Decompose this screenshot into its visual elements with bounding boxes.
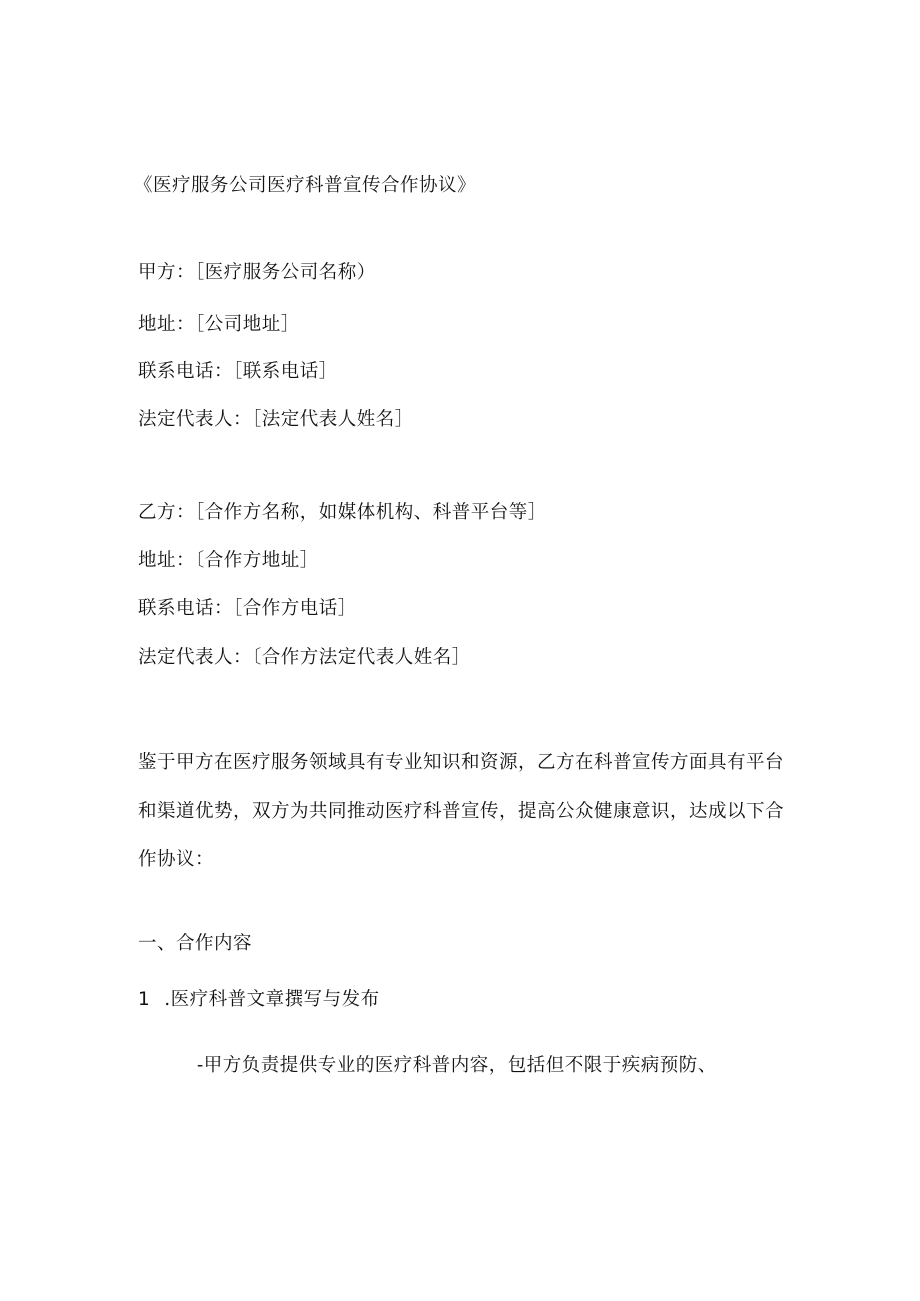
item-number: 1 (138, 989, 151, 1010)
party-a-name: 甲方：［医疗服务公司名称） (138, 262, 376, 283)
party-b-representative: 法定代表人：〔合作方法定代表人姓名］ (138, 647, 471, 668)
document-title: 《医疗服务公司医疗科普宣传合作协议》 (134, 175, 477, 196)
item-bullet: -甲方负责提供专业的医疗科普内容，包括但不限于疾病预防、 (197, 1055, 717, 1076)
party-b-phone: 联系电话：［合作方电话］ (138, 598, 357, 619)
preamble-line: 作协议： (138, 849, 215, 870)
party-a-address: 地址：［公司地址］ (138, 314, 300, 335)
party-b-name: 乙方：［合作方名称，如媒体机构、科普平台等］ (138, 502, 547, 523)
preamble-line: 和渠道优势，双方为共同推动医疗科普宣传，提高公众健康意识，达成以下合 (138, 800, 785, 822)
preamble-line: 鉴于甲方在医疗服务领域具有专业知识和资源，乙方在科普宣传方面具有平台 (138, 752, 785, 773)
party-a-representative: 法定代表人：［法定代表人姓名］ (138, 409, 414, 430)
section-item (138, 987, 380, 1013)
section-heading: 一、合作内容 (138, 933, 253, 954)
item-title: .医疗科普文章撰写与发布 (164, 989, 380, 1010)
party-a-phone: 联系电话：［联系电话］ (138, 361, 338, 382)
party-b-address: 地址：〔合作方地址］ (138, 550, 319, 571)
preamble-paragraph (138, 739, 783, 885)
